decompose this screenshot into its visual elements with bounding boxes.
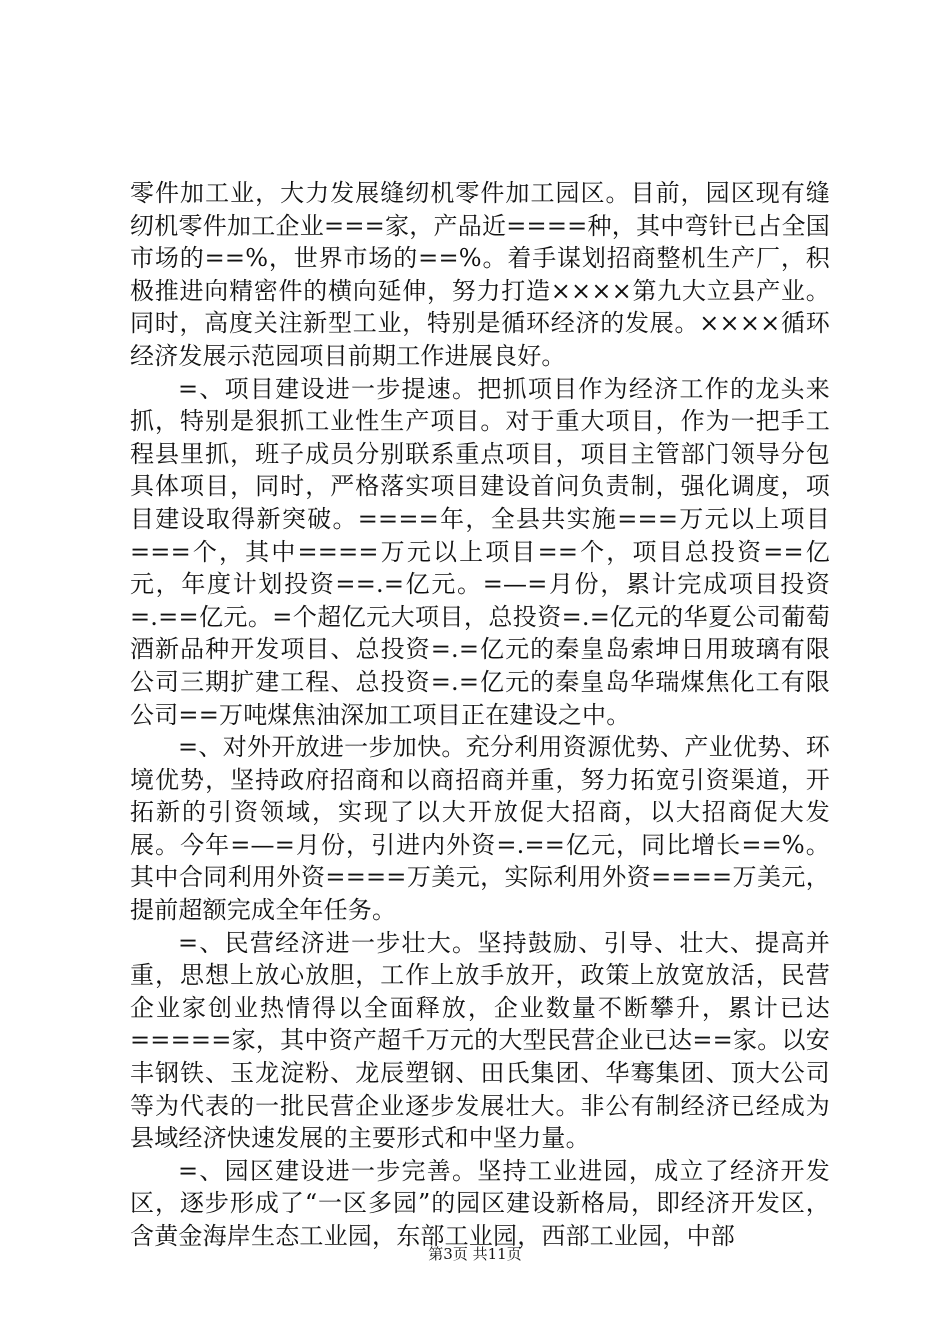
document-body — [130, 177, 830, 1253]
page-footer: 第3页 共11页 — [428, 1245, 522, 1263]
paragraph-park-construction: =、园区建设进一步完善。坚持工业进园，成立了经济开发区，逐步形成了“一区多园”的园区建设新格局，即经济开发区，含黄金海岸生态工业园，东部工业园，西部工业园，中部 — [130, 1156, 830, 1250]
paragraph-private-economy: =、民营经济进一步壮大。坚持鼓励、引导、壮大、提高并重，思想上放心放胆，工作上放手放开，政策上放宽放活，民营企业家创业热情得以全面释放，企业数量不断攀升，累计已达=====家，其中资产超千万元的大型民营企业已达==家。以安丰钢铁、玉龙淀粉、龙辰塑钢、田氏集团、华骞集团、顶大公司等为代表的一批民营企业逐步发展壮大。非公有制经济已经成为县域经济快速发展的主要形式和中坚力量。 — [130, 928, 830, 1153]
paragraph-continuation: 零件加工业，大力发展缝纫机零件加工园区。目前，园区现有缝纫机零件加工企业===家，产品近====种，其中弯针已占全国市场的==%，世界市场的==%。着手谋划招商整机生产厂，积极推进向精密件的横向延伸，努力打造××××第九大立县产业。同时，高度关注新型工业，特别是循环经济的发展。××××循环经济发展示范园项目前期工作进展良好。 — [130, 179, 830, 370]
paragraph-opening-up: =、对外开放进一步加快。充分利用资源优势、产业优势、环境优势，坚持政府招商和以商招商并重，努力拓宽引资渠道，开拓新的引资领域，实现了以大开放促大招商，以大招商促大发展。今年=—=月份，引进内外资=.==亿元，同比增长==%。其中合同利用外资====万美元，实际利用外资====万美元，提前超额完成全年任务。 — [130, 733, 830, 925]
paragraph-project-construction: =、项目建设进一步提速。把抓项目作为经济工作的龙头来抓，特别是狠抓工业性生产项目。对于重大项目，作为一把手工程县里抓，班子成员分别联系重点项目，项目主管部门领导分包具体项目，同时，严格落实项目建设首问负责制，强化调度，项目建设取得新突破。====年，全县共实施===万元以上项目===个，其中====万元以上项目==个，项目总投资==亿元，年度计划投资==.=亿元。=—=月份，累计完成项目投资=.==亿元。=个超亿元大项目，总投资=.=亿元的华夏公司葡萄酒新品种开发项目、总投资=.=亿元的秦皇岛索坤日用玻璃有限公司三期扩建工程、总投资=.=亿元的秦皇岛华瑞煤焦化工有限公司==万吨煤焦油深加工项目正在建设之中。 — [130, 374, 830, 729]
